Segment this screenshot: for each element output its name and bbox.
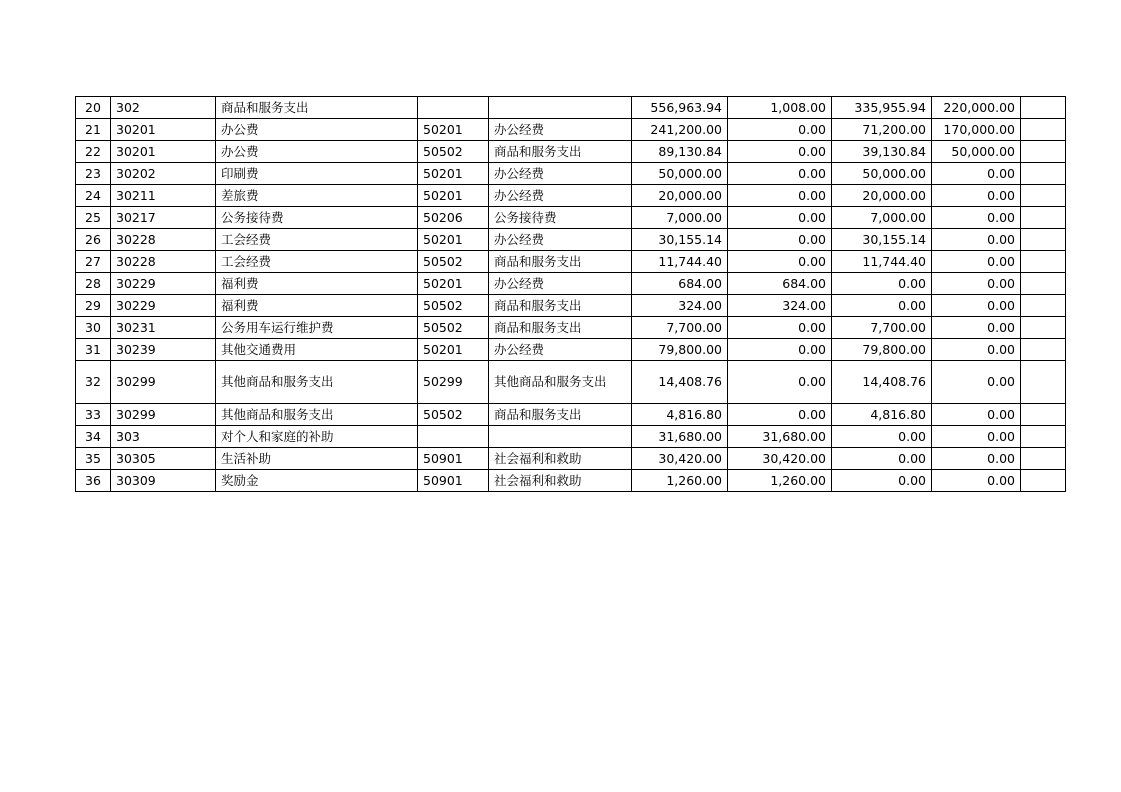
economic-code-cell: 50502 — [418, 404, 489, 426]
economic-code-cell: 50206 — [418, 207, 489, 229]
table-row — [76, 185, 1066, 207]
table-row — [76, 163, 1066, 185]
extra-cell — [1021, 251, 1066, 273]
other-amount-cell: 0.00 — [932, 185, 1021, 207]
total-amount-cell: 31,680.00 — [632, 426, 728, 448]
function-name-cell: 其他商品和服务支出 — [216, 404, 418, 426]
row-number-cell: 29 — [76, 295, 111, 317]
other-amount-cell: 0.00 — [932, 339, 1021, 361]
economic-name-cell: 社会福利和救助 — [489, 448, 632, 470]
total-amount-cell: 7,000.00 — [632, 207, 728, 229]
basic-amount-cell: 0.00 — [728, 404, 832, 426]
row-number-cell: 28 — [76, 273, 111, 295]
other-amount-cell: 0.00 — [932, 163, 1021, 185]
economic-code-cell: 50502 — [418, 295, 489, 317]
table-row — [76, 229, 1066, 251]
total-amount-cell: 1,260.00 — [632, 470, 728, 492]
function-code-cell: 30299 — [111, 404, 216, 426]
function-name-cell: 其他商品和服务支出 — [216, 361, 418, 404]
table-row — [76, 426, 1066, 448]
total-amount-cell: 30,155.14 — [632, 229, 728, 251]
project-amount-cell: 71,200.00 — [832, 119, 932, 141]
economic-name-cell: 办公经费 — [489, 229, 632, 251]
project-amount-cell: 335,955.94 — [832, 97, 932, 119]
table-row — [76, 119, 1066, 141]
function-name-cell: 商品和服务支出 — [216, 97, 418, 119]
extra-cell — [1021, 361, 1066, 404]
function-code-cell: 30211 — [111, 185, 216, 207]
project-amount-cell: 50,000.00 — [832, 163, 932, 185]
economic-name-cell: 商品和服务支出 — [489, 317, 632, 339]
basic-amount-cell: 0.00 — [728, 361, 832, 404]
function-code-cell: 30228 — [111, 229, 216, 251]
economic-name-cell: 其他商品和服务支出 — [489, 361, 632, 404]
function-name-cell: 福利费 — [216, 273, 418, 295]
economic-name-cell: 办公经费 — [489, 119, 632, 141]
project-amount-cell: 0.00 — [832, 426, 932, 448]
table-row — [76, 448, 1066, 470]
economic-code-cell: 50201 — [418, 273, 489, 295]
project-amount-cell: 79,800.00 — [832, 339, 932, 361]
extra-cell — [1021, 470, 1066, 492]
economic-name-cell: 社会福利和救助 — [489, 470, 632, 492]
function-name-cell: 办公费 — [216, 141, 418, 163]
economic-name-cell: 商品和服务支出 — [489, 251, 632, 273]
function-code-cell: 30229 — [111, 295, 216, 317]
project-amount-cell: 0.00 — [832, 273, 932, 295]
function-name-cell: 工会经费 — [216, 251, 418, 273]
row-number-cell: 35 — [76, 448, 111, 470]
basic-amount-cell: 0.00 — [728, 141, 832, 163]
extra-cell — [1021, 339, 1066, 361]
function-code-cell: 30231 — [111, 317, 216, 339]
project-amount-cell: 14,408.76 — [832, 361, 932, 404]
basic-amount-cell: 0.00 — [728, 185, 832, 207]
economic-code-cell: 50502 — [418, 141, 489, 163]
economic-name-cell: 办公经费 — [489, 339, 632, 361]
row-number-cell: 30 — [76, 317, 111, 339]
expenditure-table — [75, 96, 1066, 492]
function-code-cell: 30202 — [111, 163, 216, 185]
basic-amount-cell: 0.00 — [728, 163, 832, 185]
economic-code-cell: 50299 — [418, 361, 489, 404]
basic-amount-cell: 0.00 — [728, 207, 832, 229]
function-name-cell: 公务用车运行维护费 — [216, 317, 418, 339]
function-name-cell: 福利费 — [216, 295, 418, 317]
economic-code-cell — [418, 97, 489, 119]
other-amount-cell: 0.00 — [932, 470, 1021, 492]
project-amount-cell: 0.00 — [832, 295, 932, 317]
total-amount-cell: 20,000.00 — [632, 185, 728, 207]
function-code-cell: 30229 — [111, 273, 216, 295]
other-amount-cell: 0.00 — [932, 361, 1021, 404]
basic-amount-cell: 0.00 — [728, 251, 832, 273]
total-amount-cell: 30,420.00 — [632, 448, 728, 470]
economic-code-cell: 50901 — [418, 470, 489, 492]
function-name-cell: 公务接待费 — [216, 207, 418, 229]
table-row — [76, 361, 1066, 404]
project-amount-cell: 4,816.80 — [832, 404, 932, 426]
row-number-cell: 36 — [76, 470, 111, 492]
function-code-cell: 30217 — [111, 207, 216, 229]
row-number-cell: 31 — [76, 339, 111, 361]
other-amount-cell: 50,000.00 — [932, 141, 1021, 163]
other-amount-cell: 0.00 — [932, 404, 1021, 426]
extra-cell — [1021, 317, 1066, 339]
extra-cell — [1021, 404, 1066, 426]
extra-cell — [1021, 163, 1066, 185]
economic-name-cell: 办公经费 — [489, 273, 632, 295]
basic-amount-cell: 1,008.00 — [728, 97, 832, 119]
extra-cell — [1021, 207, 1066, 229]
other-amount-cell: 0.00 — [932, 251, 1021, 273]
other-amount-cell: 0.00 — [932, 426, 1021, 448]
function-name-cell: 印刷费 — [216, 163, 418, 185]
total-amount-cell: 4,816.80 — [632, 404, 728, 426]
economic-code-cell: 50502 — [418, 317, 489, 339]
other-amount-cell: 0.00 — [932, 207, 1021, 229]
project-amount-cell: 39,130.84 — [832, 141, 932, 163]
table-row — [76, 470, 1066, 492]
economic-name-cell: 商品和服务支出 — [489, 404, 632, 426]
economic-code-cell — [418, 426, 489, 448]
function-name-cell: 奖励金 — [216, 470, 418, 492]
extra-cell — [1021, 229, 1066, 251]
function-name-cell: 生活补助 — [216, 448, 418, 470]
economic-name-cell: 商品和服务支出 — [489, 295, 632, 317]
table-row — [76, 339, 1066, 361]
row-number-cell: 22 — [76, 141, 111, 163]
basic-amount-cell: 0.00 — [728, 317, 832, 339]
other-amount-cell: 0.00 — [932, 295, 1021, 317]
row-number-cell: 34 — [76, 426, 111, 448]
total-amount-cell: 684.00 — [632, 273, 728, 295]
extra-cell — [1021, 295, 1066, 317]
function-code-cell: 30201 — [111, 141, 216, 163]
table-row — [76, 251, 1066, 273]
extra-cell — [1021, 426, 1066, 448]
total-amount-cell: 11,744.40 — [632, 251, 728, 273]
basic-amount-cell: 31,680.00 — [728, 426, 832, 448]
project-amount-cell: 11,744.40 — [832, 251, 932, 273]
economic-name-cell: 公务接待费 — [489, 207, 632, 229]
total-amount-cell: 556,963.94 — [632, 97, 728, 119]
basic-amount-cell: 1,260.00 — [728, 470, 832, 492]
project-amount-cell: 0.00 — [832, 448, 932, 470]
row-number-cell: 26 — [76, 229, 111, 251]
row-number-cell: 23 — [76, 163, 111, 185]
total-amount-cell: 14,408.76 — [632, 361, 728, 404]
project-amount-cell: 7,000.00 — [832, 207, 932, 229]
extra-cell — [1021, 185, 1066, 207]
economic-name-cell — [489, 97, 632, 119]
economic-code-cell: 50901 — [418, 448, 489, 470]
function-name-cell: 对个人和家庭的补助 — [216, 426, 418, 448]
function-code-cell: 30239 — [111, 339, 216, 361]
table-row — [76, 141, 1066, 163]
economic-code-cell: 50201 — [418, 339, 489, 361]
project-amount-cell: 30,155.14 — [832, 229, 932, 251]
other-amount-cell: 220,000.00 — [932, 97, 1021, 119]
economic-code-cell: 50201 — [418, 119, 489, 141]
project-amount-cell: 20,000.00 — [832, 185, 932, 207]
function-code-cell: 30201 — [111, 119, 216, 141]
project-amount-cell: 0.00 — [832, 470, 932, 492]
function-code-cell: 30299 — [111, 361, 216, 404]
extra-cell — [1021, 448, 1066, 470]
project-amount-cell: 7,700.00 — [832, 317, 932, 339]
function-name-cell: 其他交通费用 — [216, 339, 418, 361]
table-body — [76, 97, 1066, 492]
table-row — [76, 273, 1066, 295]
economic-code-cell: 50201 — [418, 163, 489, 185]
row-number-cell: 25 — [76, 207, 111, 229]
economic-code-cell: 50201 — [418, 185, 489, 207]
basic-amount-cell: 0.00 — [728, 229, 832, 251]
row-number-cell: 32 — [76, 361, 111, 404]
row-number-cell: 21 — [76, 119, 111, 141]
function-code-cell: 302 — [111, 97, 216, 119]
total-amount-cell: 79,800.00 — [632, 339, 728, 361]
table-row — [76, 97, 1066, 119]
other-amount-cell: 0.00 — [932, 229, 1021, 251]
extra-cell — [1021, 97, 1066, 119]
function-code-cell: 303 — [111, 426, 216, 448]
total-amount-cell: 7,700.00 — [632, 317, 728, 339]
economic-name-cell: 商品和服务支出 — [489, 141, 632, 163]
table-row — [76, 404, 1066, 426]
row-number-cell: 20 — [76, 97, 111, 119]
function-name-cell: 差旅费 — [216, 185, 418, 207]
function-name-cell: 工会经费 — [216, 229, 418, 251]
total-amount-cell: 89,130.84 — [632, 141, 728, 163]
row-number-cell: 33 — [76, 404, 111, 426]
extra-cell — [1021, 119, 1066, 141]
basic-amount-cell: 0.00 — [728, 339, 832, 361]
table-row — [76, 295, 1066, 317]
total-amount-cell: 324.00 — [632, 295, 728, 317]
economic-name-cell: 办公经费 — [489, 185, 632, 207]
table-row — [76, 207, 1066, 229]
function-code-cell: 30228 — [111, 251, 216, 273]
total-amount-cell: 241,200.00 — [632, 119, 728, 141]
total-amount-cell: 50,000.00 — [632, 163, 728, 185]
extra-cell — [1021, 141, 1066, 163]
other-amount-cell: 0.00 — [932, 448, 1021, 470]
economic-code-cell: 50201 — [418, 229, 489, 251]
economic-name-cell — [489, 426, 632, 448]
basic-amount-cell: 684.00 — [728, 273, 832, 295]
basic-amount-cell: 30,420.00 — [728, 448, 832, 470]
basic-amount-cell: 324.00 — [728, 295, 832, 317]
economic-code-cell: 50502 — [418, 251, 489, 273]
other-amount-cell: 170,000.00 — [932, 119, 1021, 141]
other-amount-cell: 0.00 — [932, 317, 1021, 339]
row-number-cell: 24 — [76, 185, 111, 207]
function-name-cell: 办公费 — [216, 119, 418, 141]
other-amount-cell: 0.00 — [932, 273, 1021, 295]
basic-amount-cell: 0.00 — [728, 119, 832, 141]
function-code-cell: 30305 — [111, 448, 216, 470]
function-code-cell: 30309 — [111, 470, 216, 492]
economic-name-cell: 办公经费 — [489, 163, 632, 185]
table-row — [76, 317, 1066, 339]
extra-cell — [1021, 273, 1066, 295]
row-number-cell: 27 — [76, 251, 111, 273]
